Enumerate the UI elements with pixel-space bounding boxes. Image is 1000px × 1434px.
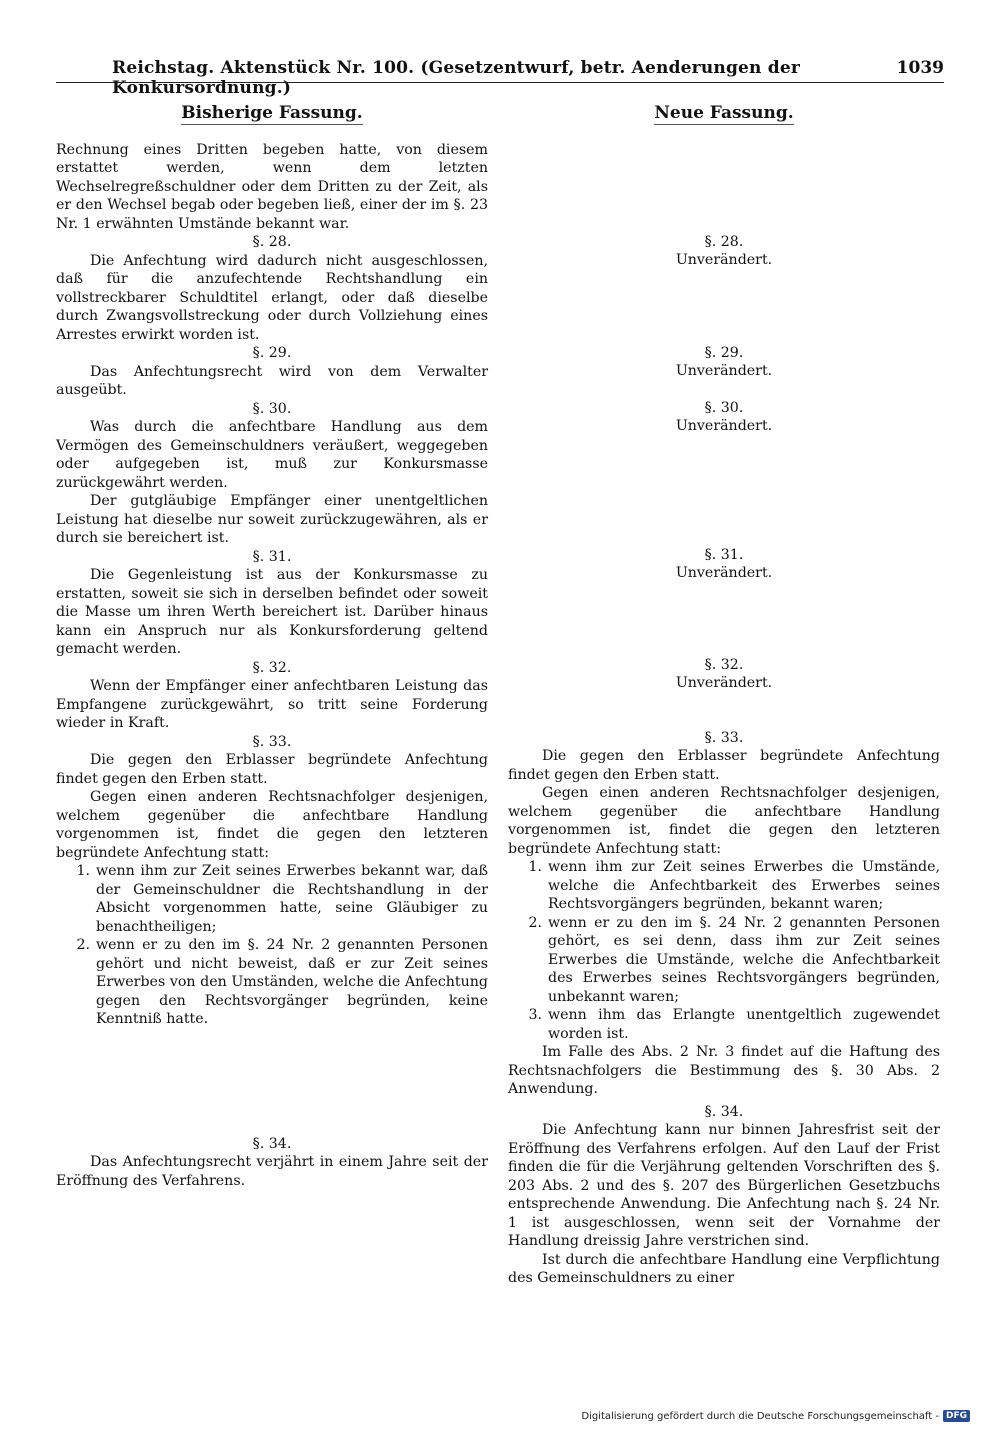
unchanged-note: Unverändert. [675, 675, 773, 691]
paragraph: Die gegen den Erblasser begründete Anfechtung findet gegen den Erben statt. [56, 752, 488, 787]
list-item-text: wenn ihm das Erlangte unentgeltlich zugewendet worden ist. [548, 1007, 940, 1042]
paragraph: Die Gegenleistung ist aus der Konkursmasse zu erstatten, soweit sie sich in derselben befindet oder soweit die Masse um ihren Werth bereichert ist. Darüber hinaus kann ein Anspruch nur als Konkursforderung geltend gemacht werden. [56, 567, 488, 657]
unchanged-note: Unverändert. [675, 252, 773, 268]
section-heading: §. 28. [704, 233, 744, 250]
spacer [508, 583, 940, 656]
paragraph: Im Falle des Abs. 2 Nr. 3 findet auf die Haftung des Rechtsnachfolgers die Bestimmung des §. 30 Abs. 2 Anwendung. [508, 1044, 940, 1097]
list-item [508, 1006, 940, 1043]
list-item-text: wenn ihm zur Zeit seines Erwerbes bekannt war, daß der Gemeinschuldner die Rechtshandlung in der Absicht vorgenommen hatte, seine Gläubiger zu benachtheiligen; [96, 863, 488, 935]
section-heading: §. 30. [704, 399, 744, 416]
paragraph: Gegen einen anderen Rechtsnachfolger desjenigen, welchem gegenüber die anfechtbare Handlung vorgenommen ist, findet die gegen den letzteren begründete Anfechtung statt: [508, 785, 940, 857]
numbered-list [508, 858, 940, 1043]
footer [581, 1410, 970, 1422]
list-item-number: 2. [528, 914, 542, 931]
section-heading: §. 31. [704, 546, 744, 563]
paragraph: Was durch die anfechtbare Handlung aus dem Vermögen des Gemeinschuldners veräußert, weggegeben oder aufgegeben ist, muß zur Konkursmasse zurückgewährt werden. [56, 419, 488, 491]
list-item [508, 914, 940, 1007]
running-title: Reichstag. Aktenstück Nr. 100. (Gesetzentwurf, betr. Aenderungen der Konkursordnung.) [112, 58, 800, 98]
spacer [508, 141, 940, 233]
section-heading: §. 31. [252, 548, 292, 565]
list-item-number: 1. [76, 863, 90, 879]
left-column-body [56, 141, 488, 1191]
spacer [508, 693, 940, 729]
list-item-number: 3. [528, 1007, 542, 1023]
list-item [56, 936, 488, 1029]
list-item-number: 1. [528, 859, 542, 875]
dfg-logo: DFG [943, 1410, 970, 1422]
page-number: 1039 [896, 58, 944, 78]
section-heading: §. 34. [252, 1135, 292, 1152]
unchanged-note: Unverändert. [675, 363, 773, 379]
unchanged-note: Unverändert. [675, 418, 773, 434]
section-heading: §. 30. [252, 400, 292, 417]
section-heading: §. 29. [704, 344, 744, 361]
list-item-text: wenn er zu den im §. 24 Nr. 2 genannten Personen gehört und nicht beweist, daß er zur Zeit seines Erwerbes von den Umständen, welche die Anfechtung gegen den Rechtsvorgänger begründen, keine Kenntniß hatte. [96, 937, 488, 1027]
page-header [112, 58, 944, 98]
paragraph: Der gutgläubige Empfänger einer unentgeltlichen Leistung hat dieselbe nur soweit zurückzugewähren, als er durch sie bereichert ist. [56, 493, 488, 546]
paragraph: Gegen einen anderen Rechtsnachfolger desjenigen, welchem gegenüber die anfechtbare Handlung vorgenommen ist, findet die gegen den letzteren begründete Anfechtung statt: [56, 789, 488, 861]
header-rule [56, 82, 944, 83]
unchanged-note: Unverändert. [675, 565, 773, 581]
section-heading: §. 33. [704, 729, 744, 746]
section-heading: §. 29. [252, 345, 292, 361]
paragraph: Die Anfechtung wird dadurch nicht ausgeschlossen, daß für die anzufechtende Rechtshandlung ein vollstreckbarer Schuldtitel erlangt, oder daß dieselbe durch Zwangsvollstreckung oder durch Vollziehung eines Arrestes erwirkt worden ist. [56, 252, 488, 343]
paragraph: Ist durch die anfechtbare Handlung eine Verpflichtung des Gemeinschuldners zu einer [508, 1251, 940, 1286]
section-heading: §. 32. [252, 659, 292, 676]
spacer [508, 436, 940, 546]
paragraph: Die gegen den Erblasser begründete Anfechtung findet gegen den Erben statt. [508, 748, 940, 783]
section-heading: §. 34. [704, 1103, 744, 1120]
list-item [508, 858, 940, 914]
right-column-title: Neue Fassung. [654, 103, 794, 123]
spacer [56, 1029, 488, 1135]
paragraph: Das Anfechtungsrecht verjährt in einem Jahre seit der Eröffnung des Verfahrens. [56, 1154, 488, 1189]
section-heading: §. 28. [252, 234, 292, 250]
paragraph: Rechnung eines Dritten begeben hatte, von diesem erstattet werden, wenn dem letzten Wechselregreßschuldner oder dem Dritten zu der Zeit, als er den Wechsel begab oder begeben ließ, einer der im §. 23 Nr. 1 erwähnten Umstände bekannt war. [56, 141, 488, 232]
list-item-number: 2. [76, 937, 90, 953]
paragraph: Das Anfechtungsrecht wird von dem Verwalter ausgeübt. [56, 363, 488, 398]
right-column [508, 104, 940, 1288]
left-column-title: Bisherige Fassung. [181, 103, 363, 123]
spacer [508, 270, 940, 344]
list-item [56, 862, 488, 936]
paragraph: Die Anfechtung kann nur binnen Jahresfrist seit der Eröffnung des Verfahrens erfolgen. Auf den Lauf der Frist finden die für die Verjährung geltenden Vorschriften des §. 203 Abs. 2 und des §. 207 des Bürgerlichen Gesetzbuchs entsprechende Anwendung. Die Anfechtung nach §. 24 Nr. 1 ist ausgeschlossen, wenn seit der Vornahme der Handlung dreissig Jahre verstrichen sind. [508, 1122, 940, 1249]
list-item-text: wenn ihm zur Zeit seines Erwerbes die Umstände, welche die Anfechtbarkeit des Erwerbes seines Rechtsvorgängers begründen, bekannt waren; [548, 859, 940, 912]
paragraph: Wenn der Empfänger einer anfechtbaren Leistung das Empfangene zurückgewährt, so tritt seine Forderung wieder in Kraft. [56, 678, 488, 731]
list-item-text: wenn er zu den im §. 24 Nr. 2 genannten Personen gehört, es sei denn, dass ihm zur Zeit seines Erwerbes die Umstände, welche die Anfechtbarkeit des Erwerbes seines Rechtsvorgängers begründen, unbekannt waren; [548, 914, 940, 1005]
section-heading: §. 33. [252, 733, 292, 750]
right-column-body [508, 141, 940, 1288]
section-heading: §. 32. [704, 656, 744, 673]
spacer [508, 381, 940, 399]
footer-credit: Digitalisierung gefördert durch die Deutsche Forschungsgemeinschaft - [581, 1410, 939, 1422]
left-column [56, 104, 488, 1190]
numbered-list [56, 862, 488, 1029]
